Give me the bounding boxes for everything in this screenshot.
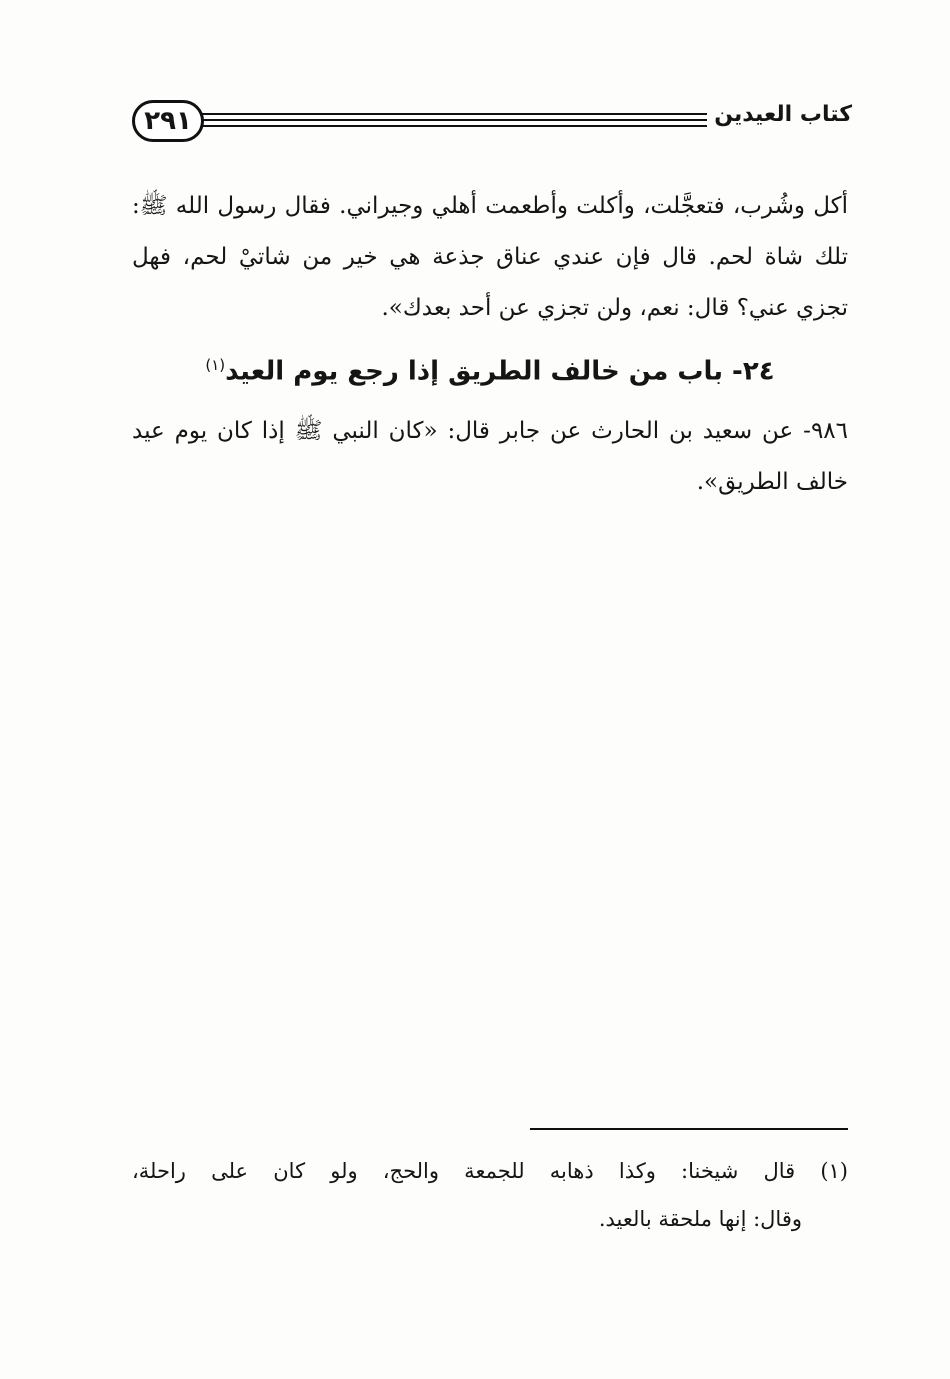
footnote [132,1147,848,1243]
paragraph-continuation: أكل وشُرب، فتعجَّلت، وأكلت وأطعمت أهلي وجيراني. فقال رسول الله ﷺ: تلك شاة لحم. قال فإن عندي عناق جذعة هي خير من شاتيْ لحم، فهل تجزي عني؟ قال: نعم، ولن تجزي عن أحد بعدك». [132,193,848,321]
page-number: ٢٩١ [132,100,204,142]
header-rule [202,113,707,115]
chapter-heading-text: ٢٤- باب من خالف الطريق إذا رجع يوم العيد [225,356,775,387]
header-rule [202,119,707,121]
page-header [132,100,852,146]
header-rule [202,125,707,127]
footnote-divider [530,1128,848,1130]
footnote-line-2: وقال: إنها ملحقة بالعيد. [598,1207,802,1231]
footnote-line-1: (١) قال شيخنا: وكذا ذهابه للجمعة والحج، ولو كان على راحلة، [132,1159,848,1183]
chapter-heading [132,343,848,394]
hadith-986: ٩٨٦- عن سعيد بن الحارث عن جابر قال: «كان النبي ﷺ إذا كان يوم عيد خالف الطريق». [132,418,848,495]
book-title: كتاب العيدين [714,102,852,127]
footnote-marker: (١) [205,356,226,374]
